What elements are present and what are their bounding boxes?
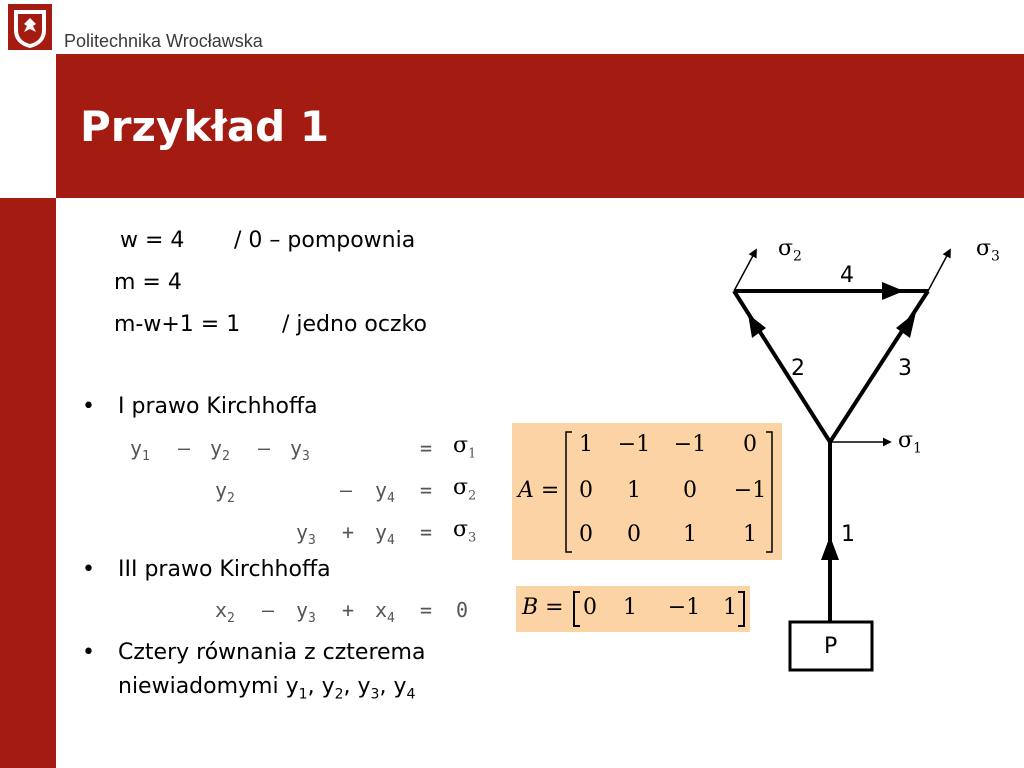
edge-3-label: 3 (898, 356, 912, 381)
intro-w: w = 4 (120, 228, 185, 253)
bullet-dot: • (82, 557, 95, 582)
sigma-2-label: $\sigma_2$ (778, 236, 802, 265)
pump-label: P (824, 634, 838, 659)
summary-line1: Cztery równania z czterema (118, 640, 426, 665)
equation-token: = (420, 478, 433, 502)
left-accent-bar (0, 198, 56, 768)
equation-token: $\sigma_3$ (453, 517, 477, 546)
matrix-b-cell: 1 (623, 595, 637, 620)
edge-3 (830, 291, 928, 442)
university-name: Politechnika Wrocławska (64, 31, 263, 51)
equation-token: $y_2$ (215, 478, 235, 506)
equation-token: $y_4$ (375, 520, 395, 548)
equation-token: + (342, 598, 355, 622)
sigma-3-label: $\sigma_3$ (976, 236, 1000, 265)
edge-4-label: 4 (840, 263, 854, 288)
equation-token: $y_3$ (296, 598, 316, 626)
slide-title: Przykład 1 (80, 102, 330, 151)
equation-token: – (258, 436, 271, 460)
matrix-a-cell: 0 (743, 432, 757, 457)
matrix-b-cell: 0 (583, 595, 597, 620)
matrix-a-label: A = (518, 478, 560, 503)
intro-loops: m-w+1 = 1 (114, 312, 241, 337)
matrix-a-cell: −1 (673, 432, 707, 457)
equation-token: $\sigma_1$ (453, 433, 477, 462)
matrix-a-cell: 0 (579, 522, 593, 547)
network-diagram (700, 230, 1020, 680)
matrix-b-cell: 1 (723, 595, 737, 620)
kirchhoff3-heading: III prawo Kirchhoffa (118, 557, 331, 582)
matrix-a-cell: 0 (579, 478, 593, 503)
summary-line2: niewiadomymi $y_1$, $y_2$, $y_3$, $y_4$ (118, 674, 416, 703)
matrix-b-label: B = (522, 595, 564, 620)
matrix-a-cell: 0 (627, 522, 641, 547)
sigma-3-arrow (928, 250, 950, 291)
bullet-dot: • (82, 394, 95, 419)
equation-token: = (420, 520, 433, 544)
edge-1-label: 1 (841, 522, 855, 547)
equation-token: $y_1$ (130, 436, 150, 464)
matrix-a-cell: 0 (683, 478, 697, 503)
matrix-b-cell: −1 (667, 595, 701, 620)
equation-token: $y_2$ (210, 436, 230, 464)
equation-token: 0 (456, 598, 469, 622)
kirchhoff1-heading: I prawo Kirchhoffa (118, 394, 318, 419)
equation-token: + (342, 520, 355, 544)
matrix-a-cell: 1 (579, 432, 593, 457)
matrix-a-cell: −1 (617, 432, 651, 457)
equation-token: $y_3$ (290, 436, 310, 464)
matrix-a-cell: −1 (733, 478, 767, 503)
intro-w-note: / 0 – pompownia (234, 228, 416, 253)
bullet-dot: • (82, 640, 95, 665)
equation-token: $y_4$ (375, 478, 395, 506)
intro-loops-note: / jedno oczko (282, 312, 427, 337)
equation-token: $\sigma_2$ (453, 475, 477, 504)
equation-token: = (420, 436, 433, 460)
matrix-a-cell: 1 (743, 522, 757, 547)
edge-4-arrow (882, 282, 904, 300)
equation-token: $x_4$ (375, 598, 395, 626)
equation-token: = (420, 598, 433, 622)
university-logo (8, 4, 52, 50)
equation-token: – (178, 436, 191, 460)
edge-2-label: 2 (791, 356, 805, 381)
matrix-a-cell: 1 (683, 522, 697, 547)
equation-token: – (262, 598, 275, 622)
sigma-2-arrow (734, 250, 756, 291)
equation-token: – (340, 478, 353, 502)
intro-m: m = 4 (114, 270, 182, 295)
equation-token: $y_3$ (296, 520, 316, 548)
sigma-1-label: $\sigma_1$ (898, 428, 922, 457)
edge-1-arrow (821, 536, 839, 560)
matrix-a-cell: 1 (627, 478, 641, 503)
edge-2 (734, 291, 830, 442)
equation-token: $x_2$ (215, 598, 235, 626)
